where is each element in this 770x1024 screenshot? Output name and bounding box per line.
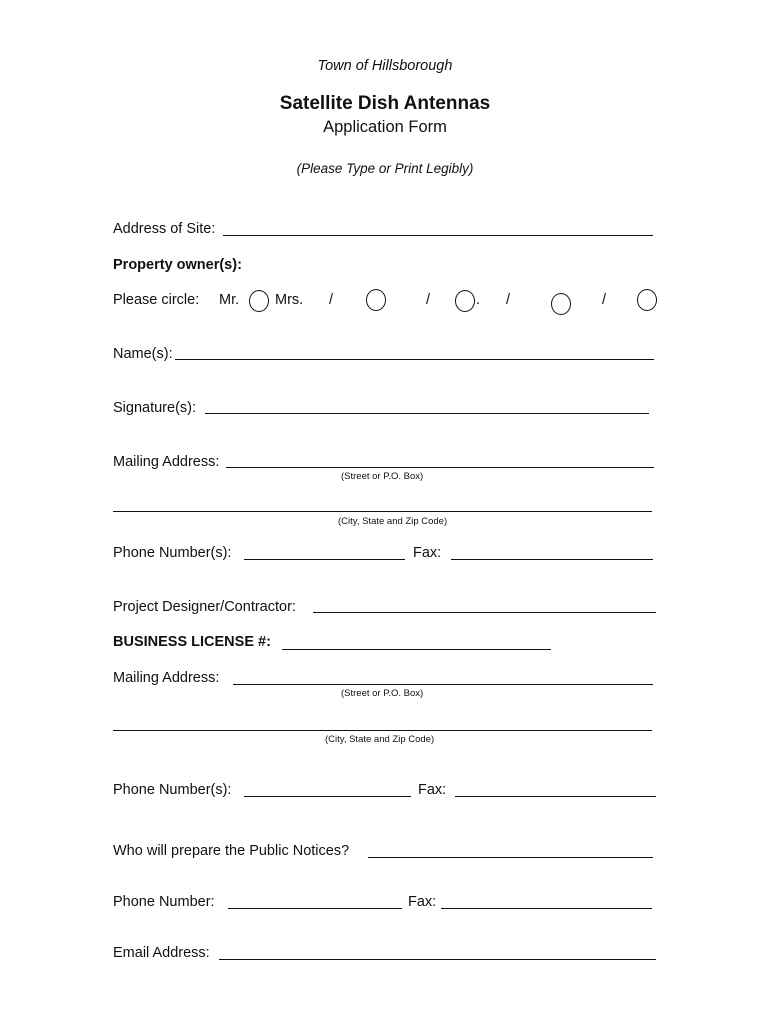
notices-fax-label: Fax: bbox=[408, 894, 437, 910]
owner-street-hint: (Street or P.O. Box) bbox=[341, 471, 424, 482]
town-name: Town of Hillsborough bbox=[317, 58, 453, 74]
property-owner-heading: Property owner(s): bbox=[113, 257, 242, 273]
title-separator: / bbox=[426, 292, 431, 308]
email-label: Email Address: bbox=[113, 945, 210, 961]
email-field[interactable] bbox=[219, 959, 656, 960]
title-mrs[interactable]: Mrs. bbox=[275, 292, 304, 308]
contractor-phone-field[interactable] bbox=[244, 796, 411, 797]
please-circle-label: Please circle: bbox=[113, 292, 200, 308]
title-separator: / bbox=[602, 292, 607, 308]
owner-city-hint: (City, State and Zip Code) bbox=[338, 516, 448, 527]
public-notices-field[interactable] bbox=[368, 857, 653, 858]
names-label: Name(s): bbox=[113, 346, 173, 362]
circle-option-icon[interactable] bbox=[455, 290, 475, 312]
title-separator: / bbox=[329, 292, 334, 308]
print-instruction: (Please Type or Print Legibly) bbox=[296, 161, 474, 176]
business-license-field[interactable] bbox=[282, 649, 551, 650]
contractor-mailing-label: Mailing Address: bbox=[113, 670, 220, 686]
owner-mailing-label: Mailing Address: bbox=[113, 454, 220, 470]
title-mr[interactable]: Mr. bbox=[219, 292, 240, 308]
circle-option-icon[interactable] bbox=[551, 293, 571, 315]
circle-option-icon[interactable] bbox=[249, 290, 269, 312]
notices-phone-field[interactable] bbox=[228, 908, 402, 909]
contractor-fax-label: Fax: bbox=[418, 782, 447, 798]
contractor-phone-label: Phone Number(s): bbox=[113, 782, 232, 798]
notices-fax-field[interactable] bbox=[441, 908, 652, 909]
contractor-street-field[interactable] bbox=[233, 684, 653, 685]
site-address-label: Address of Site: bbox=[113, 221, 216, 237]
title-separator: / bbox=[506, 292, 511, 308]
owner-fax-field[interactable] bbox=[451, 559, 653, 560]
contractor-fax-field[interactable] bbox=[455, 796, 656, 797]
contractor-street-hint: (Street or P.O. Box) bbox=[341, 688, 424, 699]
owner-phone-field[interactable] bbox=[244, 559, 405, 560]
owner-street-field[interactable] bbox=[226, 467, 654, 468]
site-address-field[interactable] bbox=[223, 235, 653, 236]
contractor-city-field[interactable] bbox=[113, 730, 652, 731]
form-title: Satellite Dish Antennas bbox=[279, 93, 491, 114]
public-notices-question: Who will prepare the Public Notices? bbox=[113, 843, 350, 859]
contractor-city-hint: (City, State and Zip Code) bbox=[325, 734, 435, 745]
form-subtitle: Application Form bbox=[323, 118, 447, 136]
business-license-label: BUSINESS LICENSE #: bbox=[113, 634, 271, 650]
owner-phone-label: Phone Number(s): bbox=[113, 545, 232, 561]
owner-city-field[interactable] bbox=[113, 511, 652, 512]
title-partial: . bbox=[476, 292, 481, 308]
notices-phone-label: Phone Number: bbox=[113, 894, 215, 910]
signature-label: Signature(s): bbox=[113, 400, 197, 416]
names-field[interactable] bbox=[175, 359, 654, 360]
owner-fax-label: Fax: bbox=[413, 545, 442, 561]
signature-field[interactable] bbox=[205, 413, 649, 414]
circle-option-icon[interactable] bbox=[637, 289, 657, 311]
designer-field[interactable] bbox=[313, 612, 656, 613]
designer-label: Project Designer/Contractor: bbox=[113, 599, 296, 615]
circle-option-icon[interactable] bbox=[366, 289, 386, 311]
